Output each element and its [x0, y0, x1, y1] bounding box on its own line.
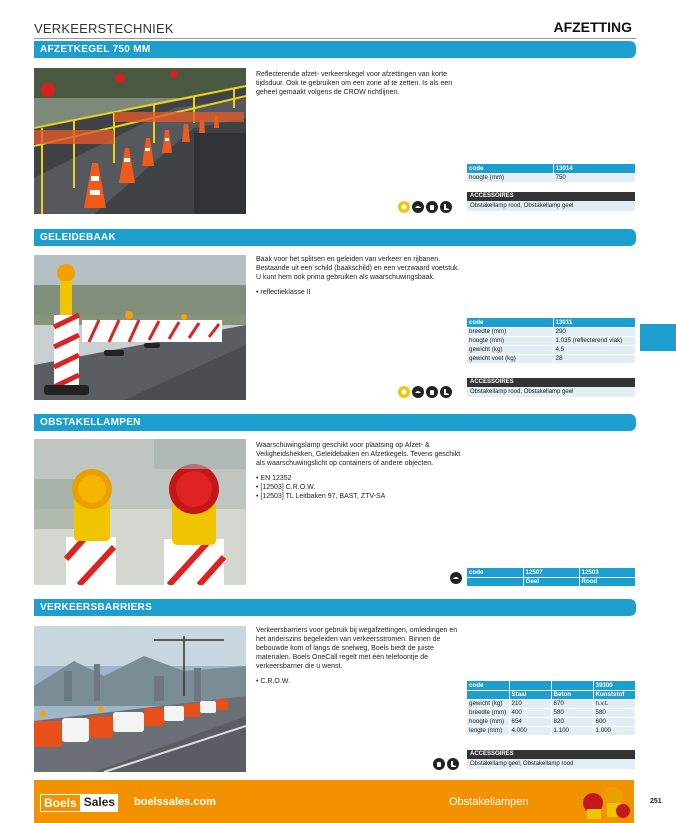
section-title-afzetkegel: AFZETKEGEL 750 MM — [34, 41, 636, 58]
spec-value: n.v.t. — [593, 699, 635, 708]
description-text: Verkeersbarriers voor gebruik bij wegafzettingen, omleidingen en het anderszins begeleiden van verkeersstromen. Binnen de bebouwde kom of langs de snelweg, Boels biedt de juiste materialen. Boels OneCall regelt met één telefoontje de verkeersbarrier die u wenst. — [256, 627, 458, 670]
icon-row-afzetkegel — [398, 201, 452, 213]
spec-header-label: code — [467, 318, 553, 327]
spec-subheader: Staal — [509, 690, 551, 699]
boot-icon — [440, 201, 452, 213]
lamps-illustration — [579, 783, 631, 821]
spec-header-code: 12503 — [579, 568, 635, 577]
spec-subheader: Rood — [579, 577, 635, 586]
spec-subheader — [467, 690, 509, 699]
weather-icon — [450, 572, 462, 584]
spec-key: breedte (mm) — [467, 708, 509, 717]
bullet-list — [256, 474, 466, 501]
bullet-item: • [12503] TL Leitbaken 97, BAST, ZTV-SA — [256, 492, 466, 501]
hand-icon — [426, 201, 438, 213]
accessories-verkeersbarriers — [467, 750, 635, 769]
spec-value: 4,5 — [553, 345, 635, 354]
spec-subheader: Geel — [523, 577, 579, 586]
spec-header-code: 12507 — [523, 568, 579, 577]
spec-value: 290 — [553, 327, 635, 336]
section-title-geleidebaak: GELEIDEBAAK — [34, 229, 636, 246]
description-verkeersbarriers — [256, 626, 466, 686]
spec-header-label: code — [467, 568, 523, 577]
spec-key: hoogte (mm) — [467, 717, 509, 726]
brand-name: Boels — [40, 794, 81, 812]
spec-table-afzetkegel — [467, 164, 635, 183]
safety-icon — [398, 386, 410, 398]
spec-table-verkeersbarriers — [467, 681, 635, 736]
spec-key: breedte (mm) — [467, 327, 553, 336]
spec-table-obstakellampen — [467, 568, 635, 587]
spec-key: hoogte (mm) — [467, 173, 553, 182]
spec-header-code — [509, 681, 551, 690]
icon-row-obstakellampen — [450, 572, 462, 584]
accessories-list: Obstakellamp rood, Obstakellamp geel — [467, 387, 635, 397]
spec-value: 654 — [509, 717, 551, 726]
description-text: Reflecterende afzet- verkeerskegel voor afzettingen van korte tijdsduur. Ook te gebruiken om een zone af te zetten. Is als een geheel gemaakt volgens de CROW richtlijnen. — [256, 71, 453, 96]
bullet-list — [256, 288, 466, 297]
spec-value: 670 — [551, 699, 593, 708]
spec-key: gewicht (kg) — [467, 345, 553, 354]
spec-header-code: 13014 — [553, 164, 635, 173]
boot-icon — [440, 386, 452, 398]
photo-geleidebaak — [34, 255, 246, 400]
spec-value: 210 — [509, 699, 551, 708]
spec-value: 1.100 — [551, 726, 593, 735]
spec-value: 600 — [593, 717, 635, 726]
boot-icon — [447, 758, 459, 770]
description-text: Baak voor het splitsen en geleiden van verkeer en rijbanen. Bestaande uit een schild (baakschild) en een verzwaard voetstuk. U kunt hem ook prima gebruiken als waarschuwingsbaak. — [256, 256, 460, 281]
section-title-obstakellampen: OBSTAKELLAMPEN — [34, 414, 636, 431]
spec-subheader: Beton — [551, 690, 593, 699]
description-geleidebaak — [256, 255, 466, 297]
spec-value: 580 — [551, 708, 593, 717]
page-header-right: AFZETTING — [553, 19, 632, 35]
spec-header-code — [551, 681, 593, 690]
photo-obstakellampen — [34, 439, 246, 585]
bullet-list — [256, 677, 466, 686]
bullet-item: • [12503] C.R.O.W. — [256, 483, 466, 492]
weather-icon — [412, 201, 424, 213]
safety-icon — [398, 201, 410, 213]
page-header-left: VERKEERSTECHNIEK — [34, 21, 174, 36]
spec-table-geleidebaak — [467, 318, 635, 364]
spec-subheader — [467, 577, 523, 586]
spec-key: lengte (mm) — [467, 726, 509, 735]
spec-key: gewicht (kg) — [467, 699, 509, 708]
page-number: 251 — [650, 798, 662, 805]
accessories-list: Obstakellamp geel, Obstakellamp rood — [467, 759, 635, 769]
footer-bar — [34, 780, 634, 823]
spec-value: 820 — [551, 717, 593, 726]
photo-afzetkegel — [34, 68, 246, 214]
spec-value: 28 — [553, 354, 635, 363]
hand-icon — [433, 758, 445, 770]
spec-header-code: 39300 — [593, 681, 635, 690]
chapter-tab — [640, 324, 676, 351]
bullet-item: • reflectieklasse II — [256, 288, 466, 297]
accessories-geleidebaak — [467, 378, 635, 397]
description-obstakellampen — [256, 441, 466, 501]
spec-value: 1.035 (reflecterend vlak) — [553, 336, 635, 345]
footer-title: Obstakellampen — [449, 796, 529, 808]
description-text: Waarschuwingslamp geschikt voor plaatsing op Afzet- & Veiligheidshekken, Geleidebaken en Afzetkegels. Tevens geschikt als waarschuwingslicht op containers of andere objecten. — [256, 442, 461, 467]
icon-row-geleidebaak — [398, 386, 452, 398]
spec-value: 4.000 — [509, 726, 551, 735]
spec-key: gewicht voet (kg) — [467, 354, 553, 363]
bullet-item: • C.R.O.W. — [256, 677, 466, 686]
bullet-item: • EN 12352 — [256, 474, 466, 483]
brand-logo — [40, 794, 118, 812]
spec-value: 1.000 — [593, 726, 635, 735]
icon-row-verkeersbarriers — [433, 758, 459, 770]
spec-value: 750 — [553, 173, 635, 182]
spec-value: 580 — [593, 708, 635, 717]
section-title-verkeersbarriers: VERKEERSBARRIERS — [34, 599, 636, 616]
accessories-title: ACCESSOIRES — [467, 192, 635, 201]
spec-value: 400 — [509, 708, 551, 717]
spec-subheader: Kunststof — [593, 690, 635, 699]
weather-icon — [412, 386, 424, 398]
photo-verkeersbarriers — [34, 626, 246, 772]
spec-header-label: code — [467, 164, 553, 173]
hand-icon — [426, 386, 438, 398]
spec-key: hoogte (mm) — [467, 336, 553, 345]
brand-suffix: Sales — [81, 794, 118, 812]
spec-header-code: 13011 — [553, 318, 635, 327]
footer-url[interactable]: boelssales.com — [134, 796, 216, 808]
accessories-title: ACCESSOIRES — [467, 378, 635, 387]
header-divider — [34, 38, 636, 39]
accessories-list: Obstakellamp rood, Obstakellamp geel — [467, 201, 635, 211]
spec-header-label: code — [467, 681, 509, 690]
description-afzetkegel — [256, 70, 466, 97]
accessories-title: ACCESSOIRES — [467, 750, 635, 759]
accessories-afzetkegel — [467, 192, 635, 211]
